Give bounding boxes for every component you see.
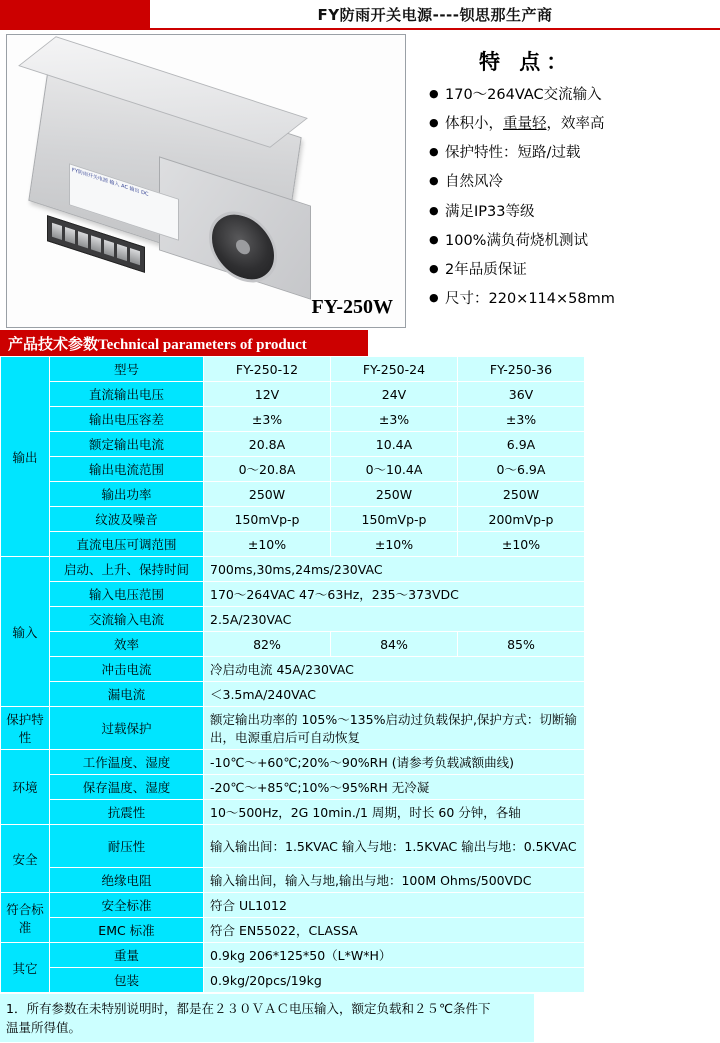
row-value: 700ms,30ms,24ms/230VAC bbox=[204, 557, 585, 582]
page-header bbox=[0, 0, 720, 30]
table-row bbox=[1, 868, 720, 893]
table-row bbox=[1, 800, 720, 825]
footer-blank-area bbox=[534, 993, 720, 1042]
table-row bbox=[1, 825, 720, 868]
row-value: 250W bbox=[331, 482, 458, 507]
bullet-icon: ● bbox=[429, 174, 439, 188]
table-row bbox=[1, 532, 720, 557]
row-item-label: 交流输入电流 bbox=[50, 607, 204, 632]
row-item-label: 额定输出电流 bbox=[50, 432, 204, 457]
power-supply-illustration bbox=[29, 63, 379, 303]
feature-text-underline: 重量轻 bbox=[503, 116, 547, 133]
row-value: 符合 EN55022，CLASSA bbox=[204, 918, 585, 943]
row-value: ±10% bbox=[204, 532, 331, 557]
row-item-label: 纹波及噪音 bbox=[50, 507, 204, 532]
row-group-label: 符合标准 bbox=[1, 893, 50, 943]
row-item-label: 安全标准 bbox=[50, 893, 204, 918]
feature-label: 100%满负荷烧机测试 bbox=[445, 232, 588, 249]
table-right-margin bbox=[585, 432, 720, 457]
row-value: 250W bbox=[458, 482, 585, 507]
features-title: 特 点： bbox=[479, 50, 574, 74]
row-value: ＜3.5mA/240VAC bbox=[204, 682, 585, 707]
table-row bbox=[1, 707, 720, 750]
table-right-margin bbox=[585, 893, 720, 918]
table-row bbox=[1, 407, 720, 432]
row-value: -20℃～+85℃;10%～95%RH 无冷凝 bbox=[204, 775, 585, 800]
row-item-label: 输出电压容差 bbox=[50, 407, 204, 432]
table-right-margin bbox=[585, 557, 720, 582]
table-right-margin bbox=[585, 943, 720, 968]
row-value: 10.4A bbox=[331, 432, 458, 457]
row-value: ±10% bbox=[458, 532, 585, 557]
params-title-en: Technical parameters of product bbox=[98, 337, 307, 353]
row-value: 150mVp-p bbox=[204, 507, 331, 532]
spec-table-wrap bbox=[0, 356, 720, 993]
table-row bbox=[1, 968, 720, 993]
params-title-text bbox=[8, 333, 307, 354]
row-value: 85% bbox=[458, 632, 585, 657]
row-item-label: 效率 bbox=[50, 632, 204, 657]
row-group-label: 输入 bbox=[1, 557, 50, 707]
table-row bbox=[1, 893, 720, 918]
row-value: 0.9kg 206*125*50（L*W*H） bbox=[204, 943, 585, 968]
table-row bbox=[1, 632, 720, 657]
params-title-band bbox=[0, 330, 368, 356]
row-group-label: 保护特性 bbox=[1, 707, 50, 750]
psu-spec-label: FY防雨开关电源 输入 AC 输出 DC bbox=[69, 163, 179, 241]
row-value: FY-250-36 bbox=[458, 357, 585, 382]
model-badge: FY-250W bbox=[311, 296, 393, 318]
product-photo-frame bbox=[6, 34, 406, 328]
table-right-margin bbox=[585, 968, 720, 993]
feature-item bbox=[429, 144, 720, 162]
row-item-label: 启动、上升、保持时间 bbox=[50, 557, 204, 582]
bullet-icon: ● bbox=[429, 232, 439, 246]
table-right-margin bbox=[585, 507, 720, 532]
feature-label: 2年品质保证 bbox=[445, 261, 527, 278]
table-row bbox=[1, 750, 720, 775]
product-photo-pane bbox=[0, 30, 411, 330]
row-value: FY-250-12 bbox=[204, 357, 331, 382]
row-item-label: 直流输出电压 bbox=[50, 382, 204, 407]
table-right-margin bbox=[585, 825, 720, 868]
row-value: 150mVp-p bbox=[331, 507, 458, 532]
feature-label: 满足IP33等级 bbox=[445, 203, 535, 220]
row-value: 24V bbox=[331, 382, 458, 407]
feature-item bbox=[429, 261, 720, 279]
row-value: 冷启动电流 45A/230VAC bbox=[204, 657, 585, 682]
row-item-label: 工作温度、湿度 bbox=[50, 750, 204, 775]
table-row bbox=[1, 457, 720, 482]
feature-label: 尺寸：220×114×58mm bbox=[445, 290, 615, 307]
bullet-icon: ● bbox=[429, 87, 439, 100]
table-right-margin bbox=[585, 775, 720, 800]
row-value: 250W bbox=[204, 482, 331, 507]
row-group-label: 环境 bbox=[1, 750, 50, 825]
table-row bbox=[1, 657, 720, 682]
row-value: 20.8A bbox=[204, 432, 331, 457]
table-row bbox=[1, 482, 720, 507]
row-item-label: 输入电压范围 bbox=[50, 582, 204, 607]
table-row bbox=[1, 357, 720, 382]
table-row bbox=[1, 432, 720, 457]
bullet-icon: ● bbox=[429, 203, 439, 217]
row-value: ±3% bbox=[331, 407, 458, 432]
table-right-margin bbox=[585, 657, 720, 682]
row-value: 82% bbox=[204, 632, 331, 657]
feature-label bbox=[445, 115, 605, 133]
feature-label: 保护特性：短路/过载 bbox=[445, 145, 581, 162]
row-group-label: 安全 bbox=[1, 825, 50, 893]
row-value: 符合 UL1012 bbox=[204, 893, 585, 918]
row-group-label: 其它 bbox=[1, 943, 50, 993]
table-row bbox=[1, 943, 720, 968]
page-title: FY防雨开关电源----钡思那生产商 bbox=[317, 5, 553, 24]
feature-item bbox=[429, 290, 720, 308]
table-row bbox=[1, 557, 720, 582]
feature-label: 170～264VAC交流输入 bbox=[445, 87, 602, 103]
footer-notes-row bbox=[0, 993, 720, 1042]
table-row bbox=[1, 507, 720, 532]
row-value: 170～264VAC 47～63Hz，235～373VDC bbox=[204, 582, 585, 607]
row-value: 输入输出间，输入与地,输出与地：100M Ohms/500VDC bbox=[204, 868, 585, 893]
row-value: 0～20.8A bbox=[204, 457, 331, 482]
note-line-1: 1．所有参数在未特别说明时，都是在２３０ＶＡＣ电压输入，额定负载和２５℃条件下 bbox=[6, 1001, 491, 1016]
row-value: 0～6.9A bbox=[458, 457, 585, 482]
bullet-icon: ● bbox=[429, 116, 439, 130]
row-value: 10～500Hz，2G 10min./1 周期，时长 60 分钟，各轴 bbox=[204, 800, 585, 825]
row-value: 6.9A bbox=[458, 432, 585, 457]
row-value: ±3% bbox=[458, 407, 585, 432]
row-value: 84% bbox=[331, 632, 458, 657]
row-item-label: 输出功率 bbox=[50, 482, 204, 507]
row-value: 输入输出间：1.5KVAC 输入与地：1.5KVAC 输出与地：0.5KVAC bbox=[204, 825, 585, 868]
note-line-2: 温量所得值。 bbox=[6, 1019, 82, 1035]
footer-notes bbox=[0, 993, 534, 1042]
table-right-margin bbox=[585, 607, 720, 632]
row-value: 200mVp-p bbox=[458, 507, 585, 532]
row-value: 0.9kg/20pcs/19kg bbox=[204, 968, 585, 993]
row-value: 12V bbox=[204, 382, 331, 407]
row-value: ±10% bbox=[331, 532, 458, 557]
row-item-label: 重量 bbox=[50, 943, 204, 968]
bullet-icon: ● bbox=[429, 290, 439, 304]
row-value: ±3% bbox=[204, 407, 331, 432]
table-right-margin bbox=[585, 382, 720, 407]
table-row bbox=[1, 918, 720, 943]
table-right-margin bbox=[585, 457, 720, 482]
bullet-icon: ● bbox=[429, 145, 439, 159]
table-right-margin bbox=[585, 407, 720, 432]
table-right-margin bbox=[585, 707, 720, 750]
table-right-margin bbox=[585, 532, 720, 557]
table-right-margin bbox=[585, 357, 720, 382]
feature-item bbox=[429, 203, 720, 221]
bullet-icon: ● bbox=[429, 261, 439, 275]
row-item-label: 抗震性 bbox=[50, 800, 204, 825]
row-item-label: 过载保护 bbox=[50, 707, 204, 750]
table-right-margin bbox=[585, 582, 720, 607]
table-row bbox=[1, 775, 720, 800]
spec-table bbox=[0, 356, 720, 993]
table-row bbox=[1, 682, 720, 707]
row-item-label: 绝缘电阻 bbox=[50, 868, 204, 893]
features-pane bbox=[411, 30, 720, 330]
table-right-margin bbox=[585, 682, 720, 707]
table-right-margin bbox=[585, 868, 720, 893]
feature-item bbox=[429, 115, 720, 133]
params-title-cn: 产品技术参数 bbox=[8, 337, 99, 353]
table-row bbox=[1, 382, 720, 407]
row-item-label: EMC 标准 bbox=[50, 918, 204, 943]
row-item-label: 耐压性 bbox=[50, 825, 204, 868]
row-value: 0～10.4A bbox=[331, 457, 458, 482]
row-value: -10℃～+60℃;20%～90%RH (请参考负载减额曲线) bbox=[204, 750, 585, 775]
row-item-label: 冲击电流 bbox=[50, 657, 204, 682]
row-group-label: 输出 bbox=[1, 357, 50, 557]
table-row bbox=[1, 607, 720, 632]
feature-text-post: ，效率高 bbox=[546, 116, 605, 133]
table-row bbox=[1, 582, 720, 607]
feature-label: 自然风冷 bbox=[445, 174, 503, 191]
feature-item bbox=[429, 173, 720, 191]
row-item-label: 直流电压可调范围 bbox=[50, 532, 204, 557]
row-value: 2.5A/230VAC bbox=[204, 607, 585, 632]
row-value: 额定输出功率的 105%～135%启动过负载保护,保护方式：切断输出，电源重启后可自动恢复 bbox=[204, 707, 585, 750]
row-item-label: 型号 bbox=[50, 357, 204, 382]
feature-item bbox=[429, 86, 720, 104]
table-right-margin bbox=[585, 632, 720, 657]
top-section bbox=[0, 30, 720, 330]
row-item-label: 输出电流范围 bbox=[50, 457, 204, 482]
row-item-label: 漏电流 bbox=[50, 682, 204, 707]
table-right-margin bbox=[585, 918, 720, 943]
row-value: FY-250-24 bbox=[331, 357, 458, 382]
header-accent-block bbox=[0, 0, 150, 28]
table-right-margin bbox=[585, 800, 720, 825]
row-item-label: 包装 bbox=[50, 968, 204, 993]
table-right-margin bbox=[585, 750, 720, 775]
row-value: 36V bbox=[458, 382, 585, 407]
feature-item bbox=[429, 232, 720, 250]
row-item-label: 保存温度、湿度 bbox=[50, 775, 204, 800]
table-right-margin bbox=[585, 482, 720, 507]
feature-text-pre: 体积小， bbox=[445, 116, 503, 133]
